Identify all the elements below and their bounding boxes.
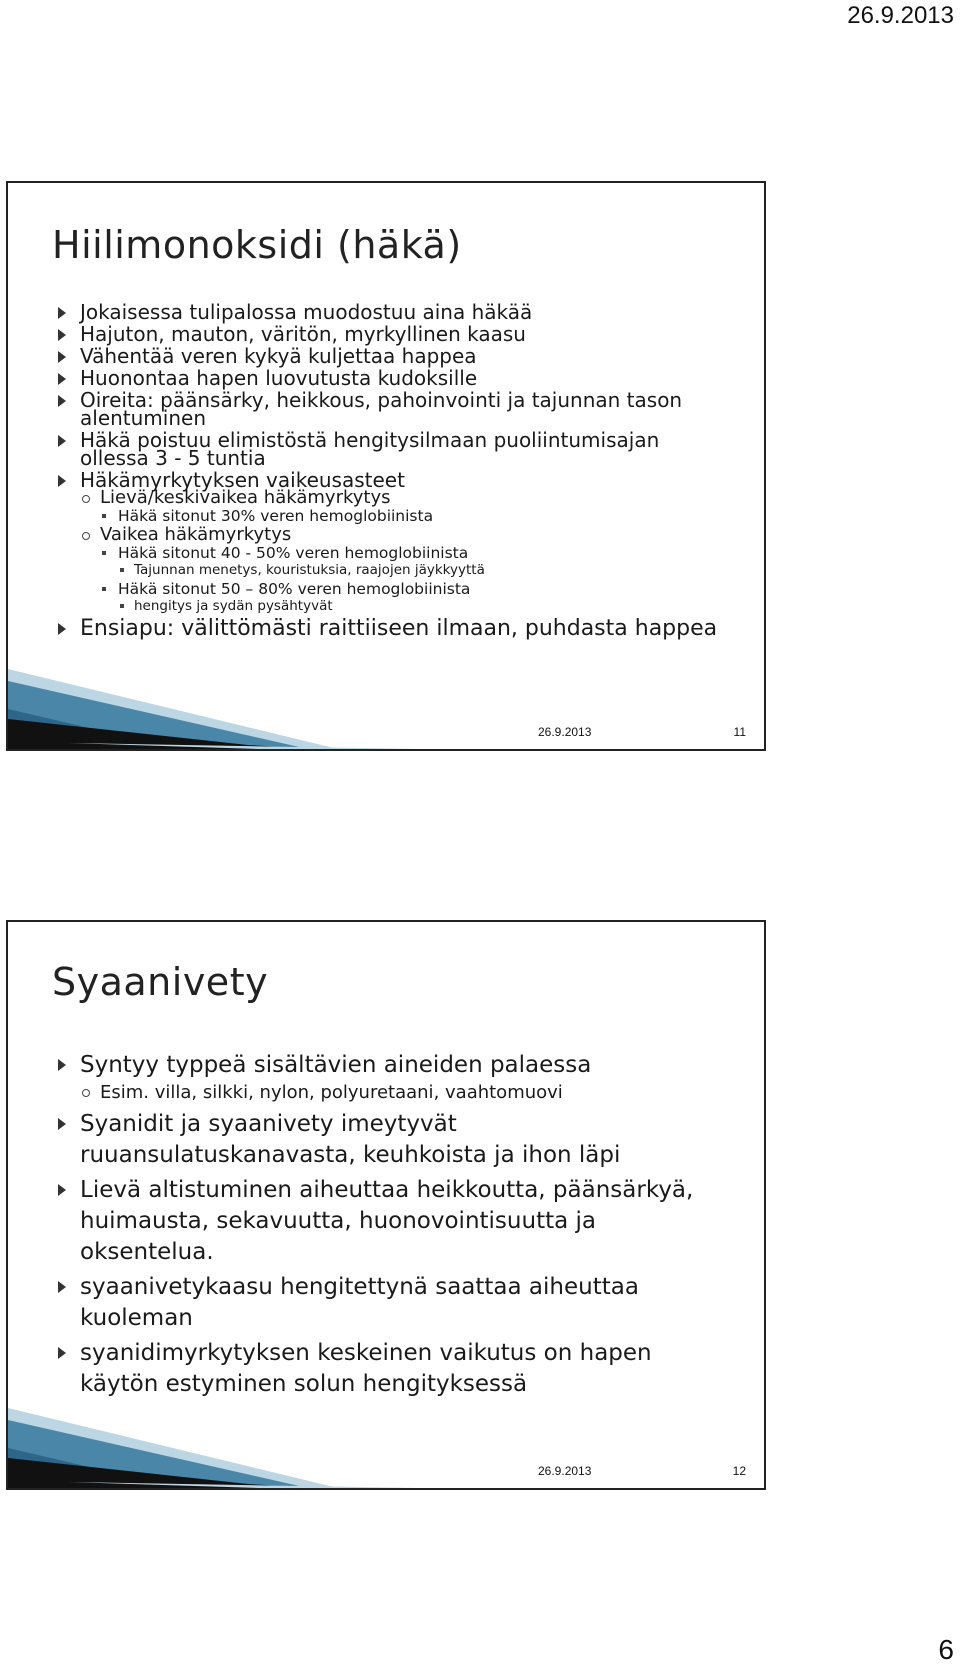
bullet-list [56, 1050, 724, 1400]
triangle-bullet-icon [58, 329, 66, 341]
footer-date: 26.9.2013 [538, 1464, 592, 1478]
triangle-bullet-icon [58, 1184, 66, 1196]
ring-bullet-icon [82, 1089, 90, 1097]
list-item: hengitys ja sydän pysähtyvät [118, 598, 724, 615]
square-bullet-icon [102, 514, 106, 518]
list-item: Jokaisessa tulipalossa muodostuu aina häkää [56, 303, 724, 321]
triangle-bullet-icon [58, 1118, 66, 1130]
sub-list [80, 489, 724, 615]
triangle-bullet-icon [58, 351, 66, 363]
slide-title: Syaanivety [52, 960, 269, 1004]
list-item: Tajunnan menetys, kouristuksia, raajojen jäykkyyttä [118, 562, 724, 579]
list-item: Häkä sitonut 30% veren hemoglobiinista [100, 507, 724, 525]
slide-footer [8, 1460, 764, 1480]
list-item: Lievä altistuminen aiheuttaa heikkoutta, päänsärkyä, huimausta, sekavuutta, huonovointisuutta ja oksentelua. [56, 1175, 724, 1268]
list-item: Esim. villa, silkki, nylon, polyuretaani, vaahtomuovi [80, 1081, 724, 1105]
slide-content [56, 300, 724, 643]
list-item: Oireita: päänsärky, heikkous, pahoinvointi ja tajunnan tason alentuminen [56, 391, 724, 427]
list-item: Vähentää veren kykyä kuljettaa happea [56, 347, 724, 365]
sub-list [100, 544, 724, 615]
list-item: Häkä sitonut 50 – 80% veren hemoglobiinista hengitys ja sydän pysähtyvät [100, 580, 724, 615]
triangle-bullet-icon [58, 475, 66, 487]
triangle-bullet-icon [58, 1059, 66, 1071]
list-item: Syntyy typpeä sisältävien aineiden palaessa Esim. villa, silkki, nylon, polyuretaani, vaahtomuovi [56, 1050, 724, 1105]
sub-list [100, 507, 724, 525]
triangle-bullet-icon [58, 435, 66, 447]
list-item: Lievä/keskivaikea häkämyrkytys Häkä sitonut 30% veren hemoglobiinista [80, 489, 724, 525]
footer-slide-number: 12 [732, 1464, 746, 1478]
triangle-bullet-icon [58, 1281, 66, 1293]
footer-slide-number: 11 [733, 725, 746, 739]
triangle-bullet-icon [58, 373, 66, 385]
list-item: Huonontaa hapen luovutusta kudoksille [56, 369, 724, 387]
page-number: 6 [938, 1634, 954, 1665]
list-item: Vaikea häkämyrkytys Häkä sitonut 40 - 50% veren hemoglobiinista Tajunnan menetys, kouristuksia, raajojen jäykkyyttä Häkä sitonut 50 – 80% veren hemoglobiinista hengitys ja sydän pysähtyvät [80, 526, 724, 615]
list-item: syaanivetykaasu hengitettynä saattaa aiheuttaa kuoleman [56, 1272, 724, 1334]
list-item: Häkä sitonut 40 - 50% veren hemoglobiinista Tajunnan menetys, kouristuksia, raajojen jäykkyyttä [100, 544, 724, 579]
triangle-bullet-icon [58, 623, 66, 635]
square-bullet-icon [102, 587, 106, 591]
slide-footer [8, 721, 764, 741]
slide-content [56, 1050, 724, 1404]
triangle-bullet-icon [58, 395, 66, 407]
triangle-bullet-icon [58, 307, 66, 319]
list-item: Hajuton, mauton, väritön, myrkyllinen kaasu [56, 325, 724, 343]
ring-bullet-icon [82, 495, 90, 503]
slide-12 [6, 920, 766, 1490]
ring-bullet-icon [82, 532, 90, 540]
slide-title: Hiilimonoksidi (häkä) [52, 223, 462, 267]
triangle-bullet-icon [58, 1347, 66, 1359]
list-item: Häkämyrkytyksen vaikeusasteet Lievä/keskivaikea häkämyrkytys Häkä sitonut 30% veren hemoglobiinista Vaikea häkämyrkytys Häkä sitonut 40 - 50% veren hemoglobiinista Tajunnan menetys, kouristuksia, raajojen jäykkyyttä Häkä sitonut 50 – 80% veren hemoglobiinista hengitys ja sydän pysähtyvät [56, 471, 724, 615]
bullet-list [56, 300, 724, 641]
square-bullet-icon [120, 604, 124, 608]
square-bullet-icon [102, 551, 106, 555]
sub-list [118, 562, 724, 579]
list-item: Häkä poistuu elimistöstä hengitysilmaan puoliintumisajan ollessa 3 - 5 tuntia [56, 431, 724, 467]
list-item: Ensiapu: välittömästi raittiiseen ilmaan, puhdasta happea [56, 619, 724, 639]
footer-date: 26.9.2013 [538, 725, 592, 739]
sub-list [80, 1081, 724, 1105]
list-item: syanidimyrkytyksen keskeinen vaikutus on hapen käytön estyminen solun hengityksessä [56, 1338, 724, 1400]
list-item: Syanidit ja syaanivety imeytyvät ruuansulatuskanavasta, keuhkoista ja ihon läpi [56, 1109, 724, 1171]
square-bullet-icon [120, 568, 124, 572]
sub-list [118, 598, 724, 615]
slide-11 [6, 181, 766, 751]
page-date: 26.9.2013 [847, 2, 954, 29]
